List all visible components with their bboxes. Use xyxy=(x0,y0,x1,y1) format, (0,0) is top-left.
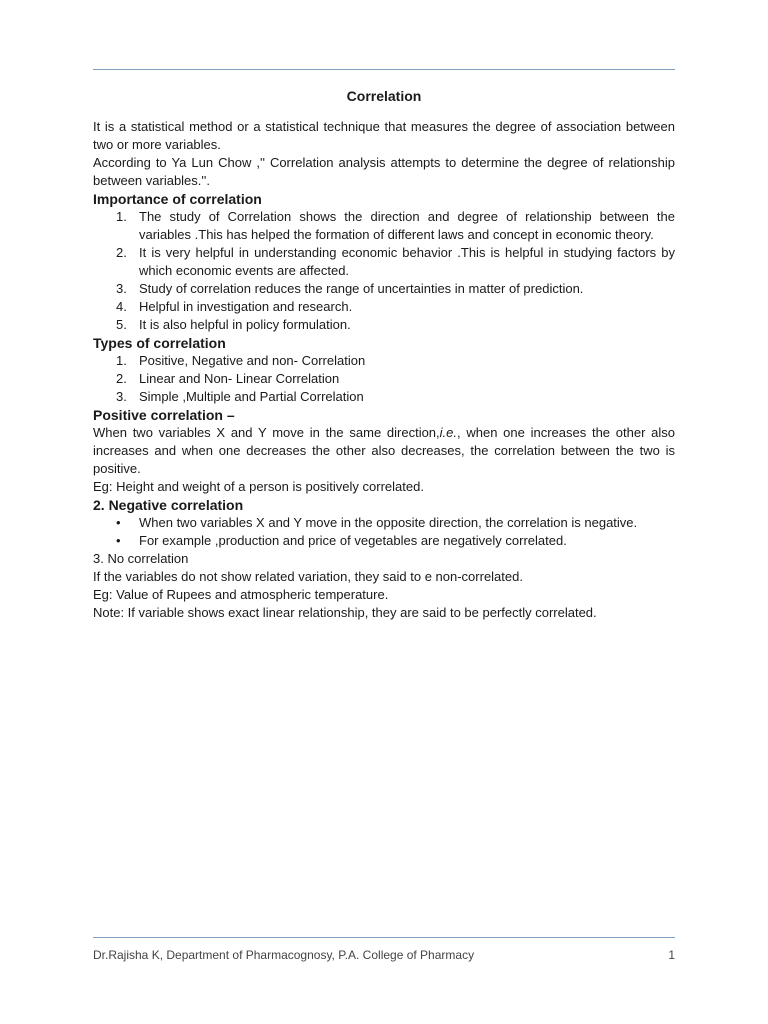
no-correlation-line-1: If the variables do not show related variation, they said to e non-correlated. xyxy=(93,569,523,584)
list-item-text: For example ,production and price of vegetables are negatively correlated. xyxy=(139,533,567,548)
bullet-icon: • xyxy=(116,515,121,530)
intro-paragraph-1: It is a statistical method or a statistical technique that measures the degree of association between two or more variables. xyxy=(93,119,675,152)
positive-correlation-paragraph xyxy=(93,424,675,478)
header-rule xyxy=(93,69,675,70)
list-item-text: Simple ,Multiple and Partial Correlation xyxy=(139,389,364,404)
importance-heading: Importance of correlation xyxy=(93,191,262,207)
list-item-text: It is also helpful in policy formulation. xyxy=(139,317,351,332)
list-item xyxy=(93,388,675,406)
list-number: 2. xyxy=(116,371,127,386)
positive-text-part-1: When two variables X and Y move in the same direction, xyxy=(93,425,440,440)
ie-abbreviation: i.e. xyxy=(439,425,457,440)
list-item-text: It is very helpful in understanding economic behavior .This is helpful in studying factors by which economic events are affected. xyxy=(139,245,675,278)
list-item-text: Study of correlation reduces the range of uncertainties in matter of prediction. xyxy=(139,281,584,296)
list-number: 2. xyxy=(116,245,127,260)
list-item-text: When two variables X and Y move in the opposite direction, the correlation is negative. xyxy=(139,515,638,530)
no-correlation-heading: 3. No correlation xyxy=(93,551,189,566)
list-item-text: The study of Correlation shows the direction and degree of relationship between the variables .This has helped the formation of different laws and concept in economic theory. xyxy=(139,209,675,242)
footer-author: Dr.Rajisha K, Department of Pharmacognosy, P.A. College of Pharmacy xyxy=(93,948,475,962)
list-item xyxy=(93,208,675,244)
list-number: 3. xyxy=(116,389,127,404)
list-number: 5. xyxy=(116,317,127,332)
list-item-text: Linear and Non- Linear Correlation xyxy=(139,371,340,386)
list-item xyxy=(93,280,675,298)
footer-rule xyxy=(93,937,675,938)
list-number: 1. xyxy=(116,353,127,368)
negative-list xyxy=(93,514,675,550)
positive-text-part-2: , when one increases the other also increases and when one decreases the other also decreases, the correlation between the two is positive. xyxy=(93,425,675,476)
page-number: 1 xyxy=(668,948,675,962)
types-heading: Types of correlation xyxy=(93,335,226,351)
list-item-text: Positive, Negative and non- Correlation xyxy=(139,353,366,368)
positive-correlation-heading: Positive correlation – xyxy=(93,407,235,423)
list-item xyxy=(93,298,675,316)
list-item xyxy=(93,532,675,550)
list-item xyxy=(93,316,675,334)
bullet-icon: • xyxy=(116,533,121,548)
list-number: 4. xyxy=(116,299,127,314)
no-correlation-line-2: Eg: Value of Rupees and atmospheric temperature. xyxy=(93,587,389,602)
page-footer xyxy=(93,948,675,962)
list-item xyxy=(93,244,675,280)
document-body xyxy=(93,86,675,622)
negative-correlation-heading: 2. Negative correlation xyxy=(93,497,244,513)
importance-list xyxy=(93,208,675,334)
list-item xyxy=(93,352,675,370)
list-number: 1. xyxy=(116,209,127,224)
list-item-text: Helpful in investigation and research. xyxy=(139,299,353,314)
positive-correlation-example: Eg: Height and weight of a person is positively correlated. xyxy=(93,479,424,494)
types-list xyxy=(93,352,675,406)
list-item xyxy=(93,370,675,388)
no-correlation-note: Note: If variable shows exact linear relationship, they are said to be perfectly correlated. xyxy=(93,605,597,620)
list-number: 3. xyxy=(116,281,127,296)
page-title: Correlation xyxy=(346,88,422,104)
list-item xyxy=(93,514,675,532)
intro-paragraph-2: According to Ya Lun Chow ,'' Correlation analysis attempts to determine the degree of relationship between variables.''. xyxy=(93,155,675,188)
